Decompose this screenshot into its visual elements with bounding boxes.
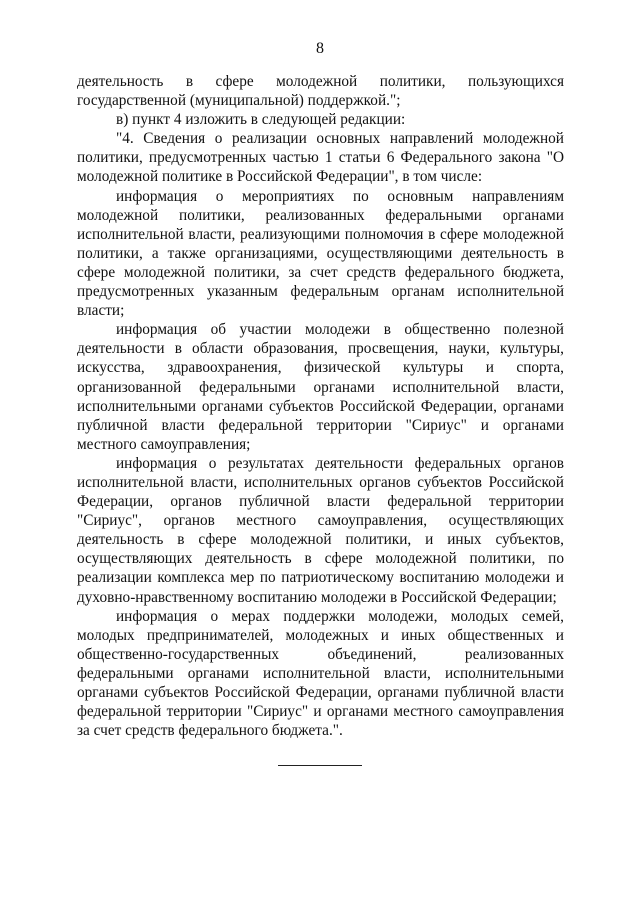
paragraph-subpoint-v: в) пункт 4 изложить в следующей редакции: — [116, 111, 406, 129]
paragraph-events-info: информация о мероприятиях по основным направлениям молодежной политики, реализованных федеральными органами исполнительной власти, реализующими полномочия в сфере молодежной политики, а также организациями, осуществляющими деятельность в сфере молодежной политики, за счет средств федерального бюджета, предусмотренных указанным федеральным органам исполнительной власти; — [77, 187, 564, 320]
page-number: 8 — [316, 40, 324, 57]
end-divider-line — [278, 765, 362, 766]
document-body — [77, 72, 564, 740]
paragraph-point-4: "4. Сведения о реализации основных направлений молодежной политики, предусмотренных частью 1 статьи 6 Федерального закона "О молодежной политике в Российской Федерации", в том числе: — [77, 130, 564, 186]
paragraph-activity-results: информация о результатах деятельности федеральных органов исполнительной власти, исполнительных органов субъектов Российской Федерации, органов публичной власти федеральной территории "Сириус", органов местного самоуправления, осуществляющих деятельность в сфере молодежной политики, и иных субъектов, осуществляющих деятельность в сфере молодежной политики, по реализации комплекса мер по патриотическому воспитанию молодежи и духовно-нравственному воспитанию молодежи в Российской Федерации; — [77, 454, 564, 606]
paragraph-support-measures: информация о мерах поддержки молодежи, молодых семей, молодых предпринимателей, молодежных и иных общественных и общественно-государственных объединений, реализованных федеральными органами исполнительной власти, исполнительными органами субъектов Российской Федерации, органами публичной власти федеральной территории "Сириус" и органами местного самоуправления за счет средств федерального бюджета.". — [77, 607, 564, 740]
paragraph-continuation: деятельность в сфере молодежной политики, пользующихся государственной (муниципальной) поддержкой."; — [77, 73, 564, 110]
paragraph-youth-participation: информация об участии молодежи в общественно полезной деятельности в области образования, просвещения, науки, культуры, искусства, здравоохранения, физической культуры и спорта, организованной федеральными органами исполнительной власти, исполнительными органами субъектов Российской Федерации, органами публичной власти федеральной территории "Сириус" и органами местного самоуправления; — [77, 321, 564, 453]
